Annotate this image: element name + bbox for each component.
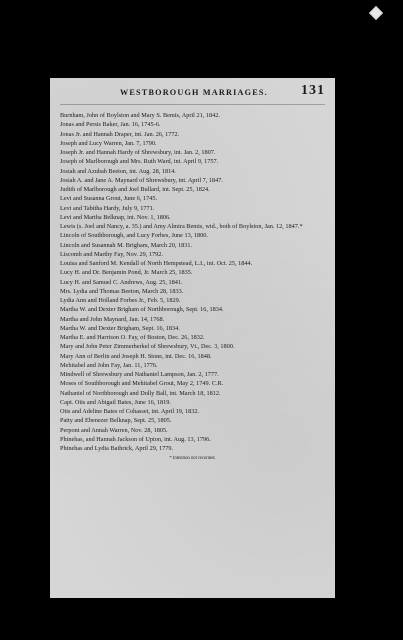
entry: Capt. Otis and Abigail Bates, June 16, 1819. — [60, 398, 171, 406]
entry: Josiah and Azubah Beeton, int. Aug. 28, 1814. — [60, 167, 176, 175]
entry: Moses of Southborough and Mehitabel Grout, May 2, 1749. C.R. — [60, 380, 224, 388]
entry: Jonas Jr. and Hannah Draper, int. Jan. 26, 1772. — [60, 130, 180, 138]
entry: Mary and John Peter Zimmerherkel of Shrewsbury, Vt., Dec. 3, 1800. — [60, 343, 235, 351]
entry: Burnham, John of Boylston and Mary S. Bemis, April 21, 1842. — [60, 112, 220, 119]
entry: Phinehas, and Hannah Jackson of Upton, int. Aug. 13, 1796. — [60, 435, 211, 443]
page-header — [60, 83, 325, 105]
entry: Liscomb and Marthy Fay, Nov. 29, 1792. — [60, 250, 163, 258]
footnote: * Intention not recorded. — [169, 456, 216, 462]
entry: Phinehas and Lydia Bathrick, April 29, 1779. — [60, 445, 174, 452]
marriage-entries — [60, 111, 325, 453]
entry: Mindwell of Shrewsbury and Nathaniel Lampson, Jan. 2, 1777. — [60, 371, 219, 378]
entry: Mehitabel and John Fay, Jan. 11, 1776. — [60, 361, 158, 369]
entry: Martha E. and Harrison O. Fay, of Boston, Dec. 26, 1832. — [60, 334, 205, 341]
entry: Joseph of Marlborough and Mrs. Ruth Ward, int. April 9, 1757. — [60, 158, 219, 166]
entry: Lucy H. and Dr. Benjamin Pond, Jr. March 25, 1835. — [60, 269, 193, 277]
entry: Levi and Martha Belknap, int. Nov. 1, 1806. — [60, 213, 171, 221]
entry: Judith of Marlborough and Joel Bullard, int. Sept. 25, 1824. — [60, 186, 210, 193]
entry: Nathaniel of Northborough and Dolly Ball, int. March 18, 1812. — [60, 389, 221, 397]
entry: Otis and Adeline Bates of Cohasset, int. April 19, 1832. — [60, 408, 200, 415]
entry: Lydia Ann and Holland Forbes Jr., Feb. 5, 1829. — [60, 297, 181, 304]
entry: Lincoln of Southborough, and Lucy Forbes, June 13, 1800. — [60, 232, 208, 240]
entry: Martha and John Maynard, Jan. 14, 1768. — [60, 315, 165, 323]
entry: Levi and Tabitha Hardy, July 9, 1771. — [60, 204, 155, 212]
entry: Joseph and Lucy Warren, Jan. 7, 1790. — [60, 139, 157, 147]
corner-diamond-icon — [369, 6, 383, 20]
page-title: WESTBOROUGH MARRIAGES. — [120, 88, 268, 97]
entry: Martha W. and Dexter Brigham, Sept. 16, 1834. — [60, 324, 180, 332]
entry: Louisa and Sanford M. Kendall of North Hempstead, L.I., int. Oct. 25, 1844. — [60, 260, 253, 267]
entry: Levi and Susanna Grout, June 6, 1745. — [60, 195, 158, 203]
page-number: 131 — [301, 83, 325, 98]
entry: Joseph Jr. and Hannah Hardy of Shrewsbury, int. Jan. 2, 1807. — [60, 149, 216, 156]
entry: Lewis (s. Joel and Nancy, a. 35.) and Amy Almira Bemis, wid., both of Boylston, Jan. 12, 1847.* — [60, 223, 303, 230]
entry: Mary Ann of Berlin and Joseph H. Stone, int. Dec. 16, 1848. — [60, 352, 212, 360]
entry: Martha W. and Dexter Brigham of Northborough, Sept. 16, 1834. — [60, 306, 224, 314]
entry: Josiah A. and Jane A. Maynard of Shrewsbury, int. April 7, 1847. — [60, 176, 223, 184]
entry: Mrs. Lydia and Thomas Beeton, March 28, 1833. — [60, 287, 184, 295]
entry: Jonas and Persis Baker, Jan. 16, 1745-6. — [60, 121, 161, 129]
entry: Patty and Ebenezer Belknap, Sept. 25, 1805. — [60, 417, 172, 425]
entry: Perpont and Annah Warren, Nov. 28, 1805. — [60, 426, 168, 434]
entry: Lucy H. and Samuel C. Andrews, Aug. 25, 1841. — [60, 278, 183, 286]
entry: Lincoln and Susannah M. Brigham, March 20, 1831. — [60, 241, 193, 249]
document-page — [50, 78, 335, 598]
